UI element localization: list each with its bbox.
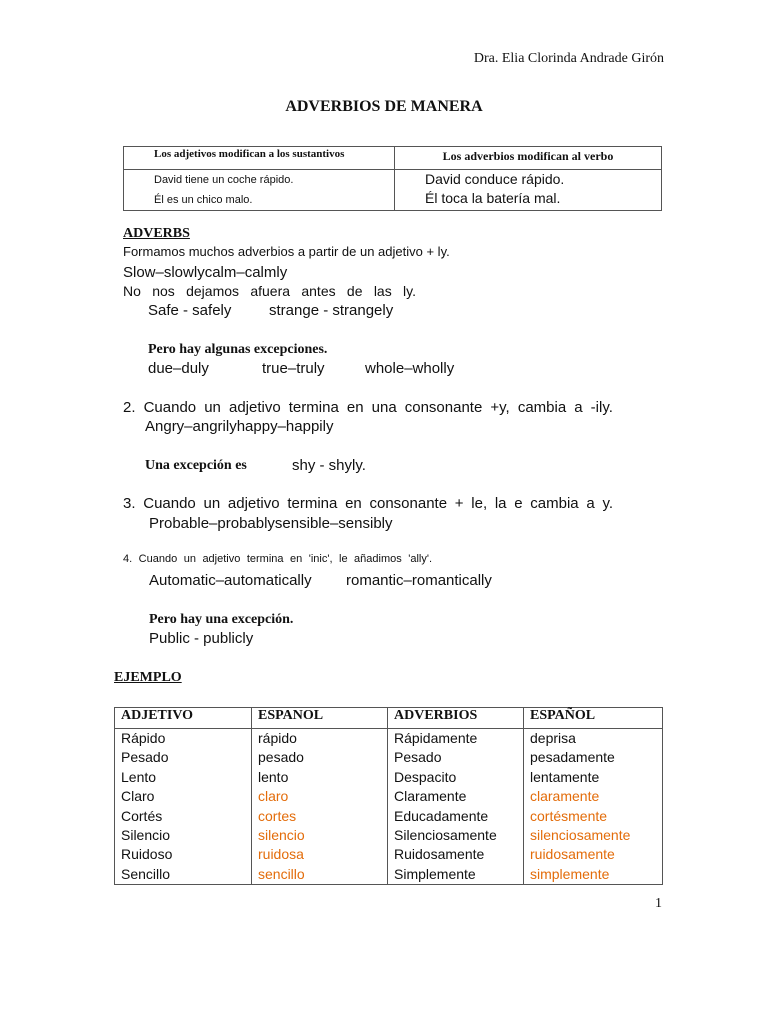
rule-4-exception-heading: Pero hay una excepción. <box>149 612 294 627</box>
author-name: Dra. Elia Clorinda Andrade Girón <box>473 51 664 66</box>
header-espanol: ESPANOL <box>252 708 388 729</box>
adverbios-column: Rápidamente Pesado Despacito Claramente Educadamente Silenciosamente Ruidosamente Simplemente <box>388 729 524 885</box>
rule-3-example: Probable–probablysensible–sensibly <box>149 515 393 532</box>
espanol-2-column: deprisa pesadamente lentamente claramente cortésmente silenciosamente ruidosamente simplemente <box>524 729 663 885</box>
adverbs-heading: ADVERBS <box>123 226 190 241</box>
rule-3: 3. Cuando un adjetivo termina en consonante + le, la e cambia a y. <box>123 495 613 512</box>
adverbs-intro: Formamos muchos adverbios a partir de un adjetivo + ly. <box>123 244 450 259</box>
adverbs-examples <box>395 170 662 211</box>
rule-2-example: Angry–angrilyhappy–happily <box>145 418 334 435</box>
rule-4-example-romantic: romantic–romantically <box>346 572 492 589</box>
rule-2: 2. Cuando un adjetivo termina en una consonante +y, cambia a -ily. <box>123 399 613 416</box>
note-line: No nos dejamos afuera antes de las ly. <box>123 283 416 299</box>
exception-true: true–truly <box>262 360 325 377</box>
espanol-column: rápido pesado lento claro cortes silencio ruidosa sencillo <box>252 729 388 885</box>
comparison-table <box>123 146 662 211</box>
exception-whole: whole–wholly <box>365 360 455 377</box>
adjectives-examples <box>124 170 395 211</box>
exception-due: due–duly <box>148 360 209 377</box>
pair-safe: Safe - safely <box>148 302 232 319</box>
example-slow-calm: Slow–slowlycalm–calmly <box>123 264 288 281</box>
adverb-example-line: Él toca la batería mal. <box>425 190 561 206</box>
adjectives-header: Los adjetivos modifican a los sustantivos <box>124 147 395 170</box>
rule-4-exception-value: Public - publicly <box>149 630 254 647</box>
page-title: ADVERBIOS DE MANERA <box>285 98 483 115</box>
header-adverbios: ADVERBIOS <box>388 708 524 729</box>
page-number: 1 <box>655 896 662 911</box>
adjetivo-column: Rápido Pesado Lento Claro Cortés Silencio Ruidoso Sencillo <box>115 729 252 885</box>
adverbs-header: Los adverbios modifican al verbo <box>395 147 662 170</box>
rule-4: 4. Cuando un adjetivo termina en 'inic', le añadimos 'ally'. <box>123 553 432 565</box>
rule-4-example-automatic: Automatic–automatically <box>149 572 312 589</box>
adjective-example-line: Él es un chico malo. <box>154 194 253 206</box>
pair-strange: strange - strangely <box>269 302 394 319</box>
example-heading: EJEMPLO <box>114 670 182 685</box>
exceptions-heading: Pero hay algunas excepciones. <box>148 342 328 357</box>
adverb-example-line: David conduce rápido. <box>425 171 565 187</box>
rule-2-exception-value: shy - shyly. <box>292 457 366 474</box>
header-adjetivo: ADJETIVO <box>115 708 252 729</box>
adjective-example-line: David tiene un coche rápido. <box>154 174 294 186</box>
header-espanol-2: ESPAÑOL <box>524 708 663 729</box>
examples-table <box>114 707 663 885</box>
rule-2-exception-label: Una excepción es <box>145 458 247 473</box>
